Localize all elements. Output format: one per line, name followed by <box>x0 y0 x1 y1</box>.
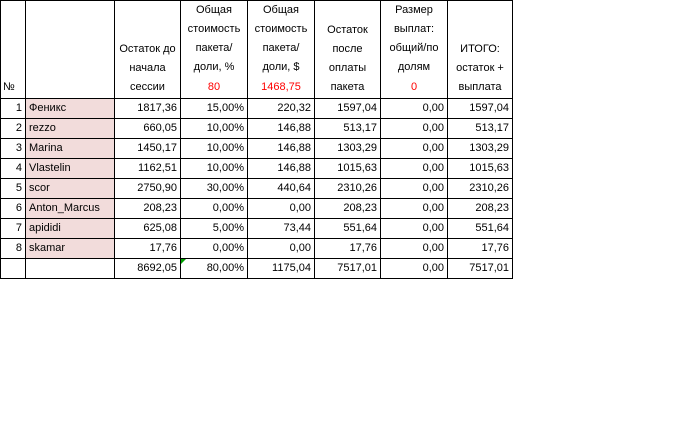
cell-balance-after[interactable]: 1015,63 <box>315 159 381 179</box>
cell-no[interactable]: 2 <box>1 119 26 139</box>
table-row <box>1 179 513 199</box>
cell-total[interactable]: 551,64 <box>448 219 513 239</box>
cell-package-usd[interactable]: 146,88 <box>248 139 315 159</box>
cell-balance-after[interactable]: 1303,29 <box>315 139 381 159</box>
cell-package-percent[interactable]: 5,00% <box>181 219 248 239</box>
cell-payout[interactable]: 0,00 <box>381 159 448 179</box>
cell-package-percent[interactable]: 30,00% <box>181 179 248 199</box>
header-row <box>1 1 513 99</box>
cell-package-usd[interactable]: 146,88 <box>248 159 315 179</box>
table-row <box>1 219 513 239</box>
cell-balance-after[interactable]: 17,76 <box>315 239 381 259</box>
cell-total[interactable]: 208,23 <box>448 199 513 219</box>
cell-balance-after[interactable]: 551,64 <box>315 219 381 239</box>
cell-name[interactable]: apididi <box>26 219 115 239</box>
header-cell-total[interactable]: ИТОГО: остаток + выплата <box>448 1 513 99</box>
cell-no[interactable]: 6 <box>1 199 26 219</box>
cell-no[interactable]: 5 <box>1 179 26 199</box>
cell-balance-start[interactable]: 660,05 <box>115 119 181 139</box>
cell-no[interactable]: 8 <box>1 239 26 259</box>
cell-payout[interactable]: 0,00 <box>381 119 448 139</box>
cell-name[interactable]: skamar <box>26 239 115 259</box>
header-cell-package-percent[interactable]: Общая стоимость пакета/доли, % 80 <box>181 1 248 99</box>
package-percent-value: 80 <box>207 81 221 93</box>
cell-no[interactable]: 7 <box>1 219 26 239</box>
header-cell-balance-start[interactable]: Остаток до начала сессии <box>115 1 181 99</box>
totals-cell-balance-start[interactable]: 8692,05 <box>115 259 181 279</box>
table-row <box>1 119 513 139</box>
cell-total[interactable]: 2310,26 <box>448 179 513 199</box>
cell-name[interactable]: scor <box>26 179 115 199</box>
cell-no[interactable]: 4 <box>1 159 26 179</box>
table-row <box>1 99 513 119</box>
header-cell-balance-after[interactable]: Остаток после оплаты пакета <box>315 1 381 99</box>
cell-package-percent[interactable]: 15,00% <box>181 99 248 119</box>
cell-package-percent[interactable]: 0,00% <box>181 199 248 219</box>
table-row <box>1 159 513 179</box>
formula-error-marker-icon <box>181 259 186 264</box>
cell-package-percent[interactable]: 10,00% <box>181 159 248 179</box>
cell-no[interactable]: 3 <box>1 139 26 159</box>
header-cell-payout[interactable]: Размер выплат: общий/по долям 0 <box>381 1 448 99</box>
cell-total[interactable]: 1015,63 <box>448 159 513 179</box>
header-cell-package-usd[interactable]: Общая стоимость пакета/доли, $ 1468,75 <box>248 1 315 99</box>
totals-cell-name[interactable] <box>26 259 115 279</box>
cell-balance-start[interactable]: 208,23 <box>115 199 181 219</box>
cell-name[interactable]: rezzo <box>26 119 115 139</box>
cell-payout[interactable]: 0,00 <box>381 219 448 239</box>
cell-package-usd[interactable]: 73,44 <box>248 219 315 239</box>
cell-package-usd[interactable]: 220,32 <box>248 99 315 119</box>
cell-balance-start[interactable]: 1817,36 <box>115 99 181 119</box>
table-row <box>1 199 513 219</box>
cell-payout[interactable]: 0,00 <box>381 199 448 219</box>
cell-name[interactable]: Vlastelin <box>26 159 115 179</box>
cell-payout[interactable]: 0,00 <box>381 179 448 199</box>
cell-balance-after[interactable]: 1597,04 <box>315 99 381 119</box>
header-cell-name[interactable] <box>26 1 115 99</box>
spreadsheet-table <box>0 0 513 279</box>
cell-package-usd[interactable]: 440,64 <box>248 179 315 199</box>
payout-value: 0 <box>410 81 418 93</box>
cell-balance-after[interactable]: 2310,26 <box>315 179 381 199</box>
totals-row <box>1 259 513 279</box>
package-usd-value: 1468,75 <box>261 81 301 93</box>
totals-cell-package-percent[interactable]: 80,00% <box>181 259 248 279</box>
totals-cell-package-usd[interactable]: 1175,04 <box>248 259 315 279</box>
table-row <box>1 239 513 259</box>
cell-balance-start[interactable]: 17,76 <box>115 239 181 259</box>
cell-package-usd[interactable]: 0,00 <box>248 199 315 219</box>
cell-total[interactable]: 1303,29 <box>448 139 513 159</box>
cell-no[interactable]: 1 <box>1 99 26 119</box>
totals-cell-balance-after[interactable]: 7517,01 <box>315 259 381 279</box>
cell-balance-start[interactable]: 1450,17 <box>115 139 181 159</box>
cell-balance-after[interactable]: 208,23 <box>315 199 381 219</box>
header-cell-no[interactable]: № <box>1 1 26 99</box>
cell-balance-after[interactable]: 513,17 <box>315 119 381 139</box>
cell-name[interactable]: Marina <box>26 139 115 159</box>
totals-cell-no[interactable] <box>1 259 26 279</box>
cell-package-percent[interactable]: 10,00% <box>181 119 248 139</box>
cell-payout[interactable]: 0,00 <box>381 239 448 259</box>
totals-cell-payout[interactable]: 0,00 <box>381 259 448 279</box>
cell-package-percent[interactable]: 0,00% <box>181 239 248 259</box>
cell-name[interactable]: Феникс <box>26 99 115 119</box>
cell-payout[interactable]: 0,00 <box>381 99 448 119</box>
cell-package-usd[interactable]: 146,88 <box>248 119 315 139</box>
cell-total[interactable]: 17,76 <box>448 239 513 259</box>
cell-balance-start[interactable]: 2750,90 <box>115 179 181 199</box>
cell-name[interactable]: Anton_Marcus <box>26 199 115 219</box>
table-row <box>1 139 513 159</box>
cell-package-percent[interactable]: 10,00% <box>181 139 248 159</box>
cell-total[interactable]: 513,17 <box>448 119 513 139</box>
cell-payout[interactable]: 0,00 <box>381 139 448 159</box>
totals-cell-total[interactable]: 7517,01 <box>448 259 513 279</box>
cell-balance-start[interactable]: 625,08 <box>115 219 181 239</box>
cell-package-usd[interactable]: 0,00 <box>248 239 315 259</box>
cell-total[interactable]: 1597,04 <box>448 99 513 119</box>
cell-balance-start[interactable]: 1162,51 <box>115 159 181 179</box>
